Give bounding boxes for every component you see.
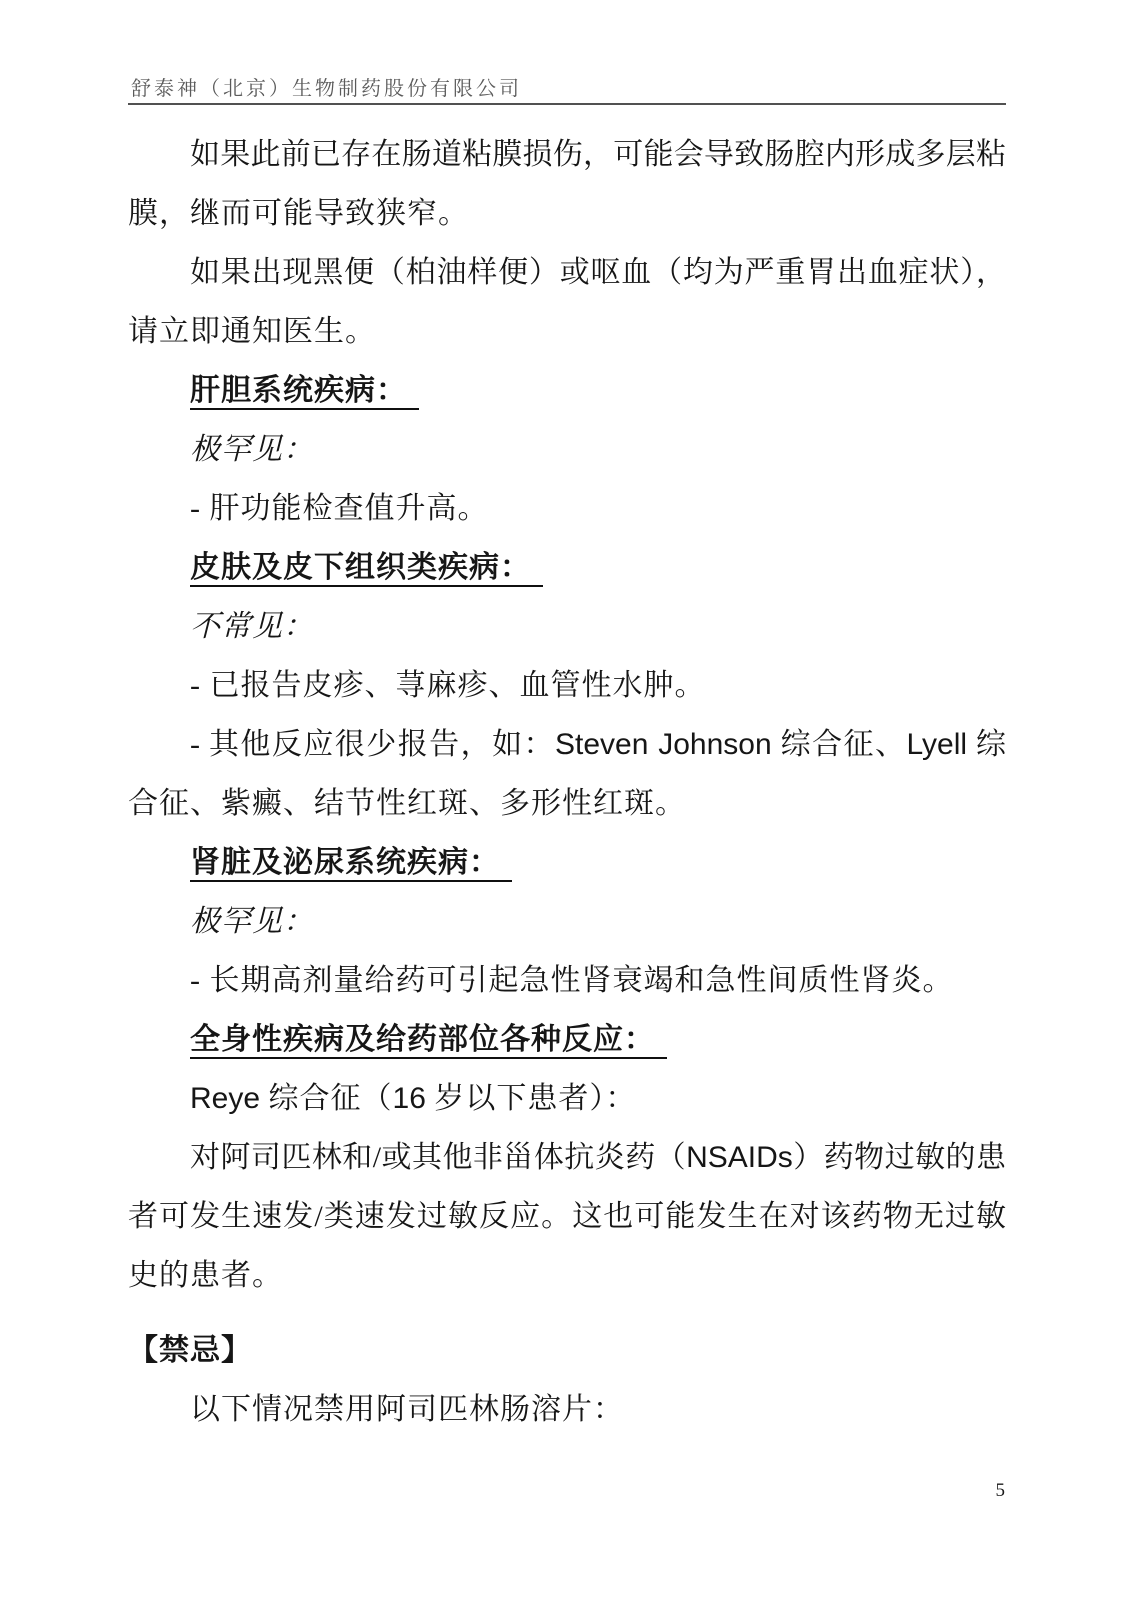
frequency-uncommon: 不常见： — [190, 610, 314, 643]
paragraph-black-stool-line-2: 请立即通知医生。 — [128, 315, 376, 348]
text-segment: - 其他反应很少报告，如： — [190, 728, 556, 761]
text-segment: 岁以下患者）： — [425, 1082, 637, 1115]
section-title-contraindications: 【禁忌】 — [128, 1334, 252, 1367]
text-segment: 综合征、 — [771, 728, 907, 761]
latin-text-reye: Reye — [190, 1082, 261, 1115]
list-item-other-reactions-line-1 — [128, 715, 1006, 774]
reye-syndrome-line — [128, 1069, 1006, 1128]
latin-text-lyell: Lyell — [906, 728, 968, 761]
page-number: 5 — [995, 1480, 1005, 1501]
heading-skin-subcutaneous-disorders — [128, 538, 1006, 597]
document-body — [128, 125, 1006, 1439]
frequency-very-rare: 极罕见： — [190, 433, 314, 466]
header-divider — [128, 103, 1006, 105]
paragraph-black-stool-line-1: 如果出现黑便（柏油样便）或呕血（均为严重胃出血症状）， — [190, 256, 1006, 289]
heading-general-disorders — [128, 1010, 1006, 1069]
paragraph-intestinal-mucosa-line-2: 膜，继而可能导致狭窄。 — [128, 197, 469, 230]
list-item-other-reactions-line-2: 合征、紫癜、结节性红斑、多形性红斑。 — [128, 787, 686, 820]
heading-underline-text: 肾脏及泌尿系统疾病： — [190, 846, 512, 882]
company-header: 舒泰神（北京）生物制药股份有限公司 — [131, 78, 522, 100]
text-segment: 综合征（ — [260, 1082, 393, 1115]
list-item-liver-function: - 肝功能检查值升高。 — [190, 492, 489, 525]
heading-hepatobiliary-disorders — [128, 361, 1006, 420]
text-segment: 综 — [967, 728, 1007, 761]
paragraph-hypersensitivity-line-3: 史的患者。 — [128, 1259, 283, 1292]
text-segment: ）药物过敏的患 — [792, 1141, 1006, 1174]
paragraph-intestinal-mucosa-line-1: 如果此前已存在肠道粘膜损伤，可能会导致肠腔内形成多层粘 — [190, 138, 1006, 171]
paragraph-contraindication-intro: 以下情况禁用阿司匹林肠溶片： — [190, 1393, 624, 1426]
latin-text-nsaids: NSAIDs — [686, 1141, 793, 1174]
list-item-renal-failure: - 长期高剂量给药可引起急性肾衰竭和急性间质性肾炎。 — [190, 964, 954, 997]
latin-text-steven-johnson: Steven Johnson — [555, 728, 772, 761]
list-item-rash-urticaria: - 已报告皮疹、荨麻疹、血管性水肿。 — [190, 669, 706, 702]
paragraph-hypersensitivity-line-1 — [128, 1128, 1006, 1187]
heading-underline-text: 肝胆系统疾病： — [190, 374, 419, 410]
latin-text-age: 16 — [392, 1082, 426, 1115]
paragraph-hypersensitivity-line-2: 者可发生速发/类速发过敏反应。这也可能发生在对该药物无过敏 — [128, 1200, 1006, 1233]
heading-underline-text: 皮肤及皮下组织类疾病： — [190, 551, 543, 587]
frequency-very-rare: 极罕见： — [190, 905, 314, 938]
heading-renal-urinary-disorders — [128, 833, 1006, 892]
text-segment: 对阿司匹林和/或其他非甾体抗炎药（ — [190, 1141, 687, 1174]
heading-underline-text: 全身性疾病及给药部位各种反应： — [190, 1023, 667, 1059]
